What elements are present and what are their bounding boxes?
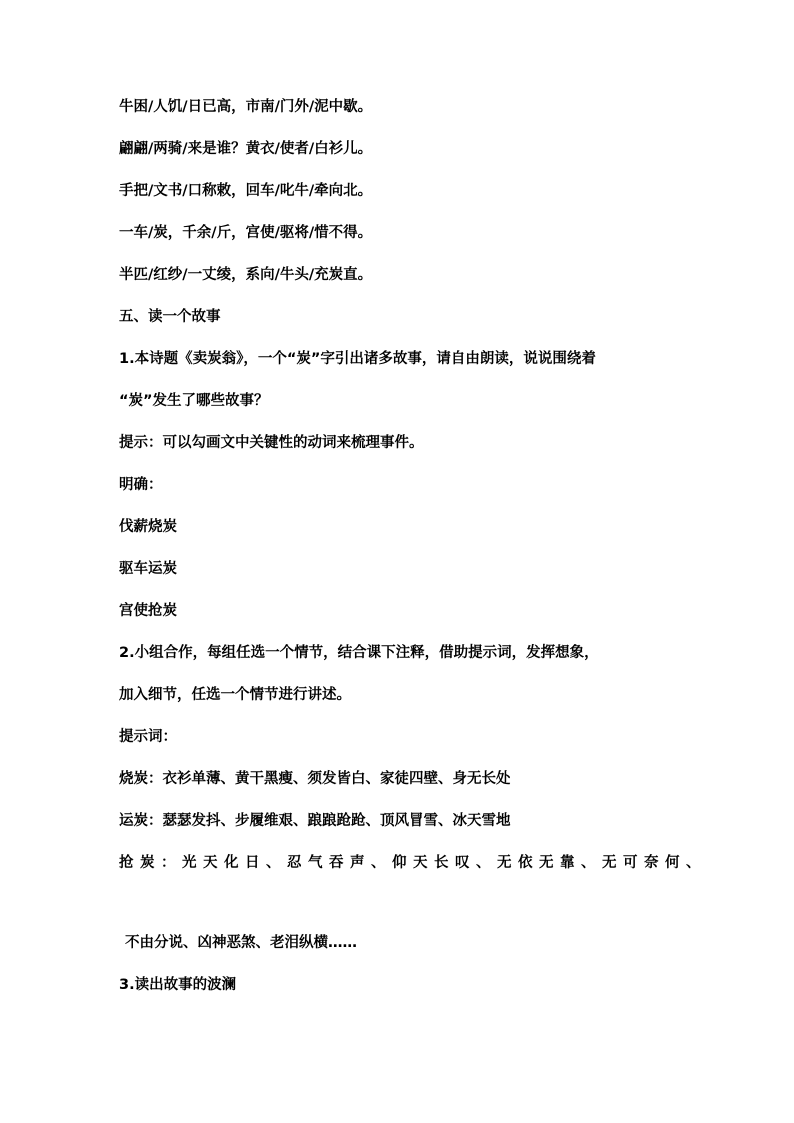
- poem-line-1: 牛困/人饥/日已高，市南/门外/泥中歇。: [119, 99, 373, 115]
- question-3: 3.读出故事的波澜: [119, 977, 237, 993]
- hint-words-label: 提示词：: [119, 729, 177, 745]
- question-2-line-1: 2.小组合作，每组任选一个情节，结合课下注释，借助提示词，发挥想象，: [119, 645, 599, 661]
- section-heading: 五、读一个故事: [119, 309, 221, 325]
- hint-words-rob-line-1: 抢炭：光天化日、忍气吞声、仰天长叹、无依无靠、无可奈何、: [119, 855, 707, 871]
- answer-item-1: 伐薪烧炭: [119, 519, 177, 535]
- hint-words-burn: 烧炭：衣衫单薄、黄干黑瘦、须发皆白、家徒四壁、身无长处: [119, 771, 511, 787]
- answer-item-3: 宫使抢炭: [119, 603, 177, 619]
- hint-words-rob-line-2: 不由分说、凶神恶煞、老泪纵横……: [125, 935, 357, 951]
- poem-line-2: 翩翩/两骑/来是谁？黄衣/使者/白衫儿。: [119, 141, 373, 157]
- answer-label: 明确：: [119, 477, 163, 493]
- hint-text: 提示：可以勾画文中关键性的动词来梳理事件。: [119, 435, 424, 451]
- poem-line-4: 一车/炭，千余/斤，宫使/驱将/惜不得。: [119, 225, 373, 241]
- poem-line-3: 手把/文书/口称敕，回车/叱牛/牵向北。: [119, 183, 373, 199]
- question-1-line-2: “炭”发生了哪些故事？: [119, 393, 269, 409]
- question-2-line-2: 加入细节，任选一个情节进行讲述。: [119, 687, 351, 703]
- answer-item-2: 驱车运炭: [119, 561, 177, 577]
- question-1-line-1: 1.本诗题《卖炭翁》，一个“炭”字引出诸多故事，请自由朗读，说说围绕着: [119, 351, 596, 367]
- hint-words-transport: 运炭：瑟瑟发抖、步履维艰、踉踉跄跄、顶风冒雪、冰天雪地: [119, 813, 511, 829]
- poem-line-5: 半匹/红纱/一丈绫，系向/牛头/充炭直。: [119, 267, 373, 283]
